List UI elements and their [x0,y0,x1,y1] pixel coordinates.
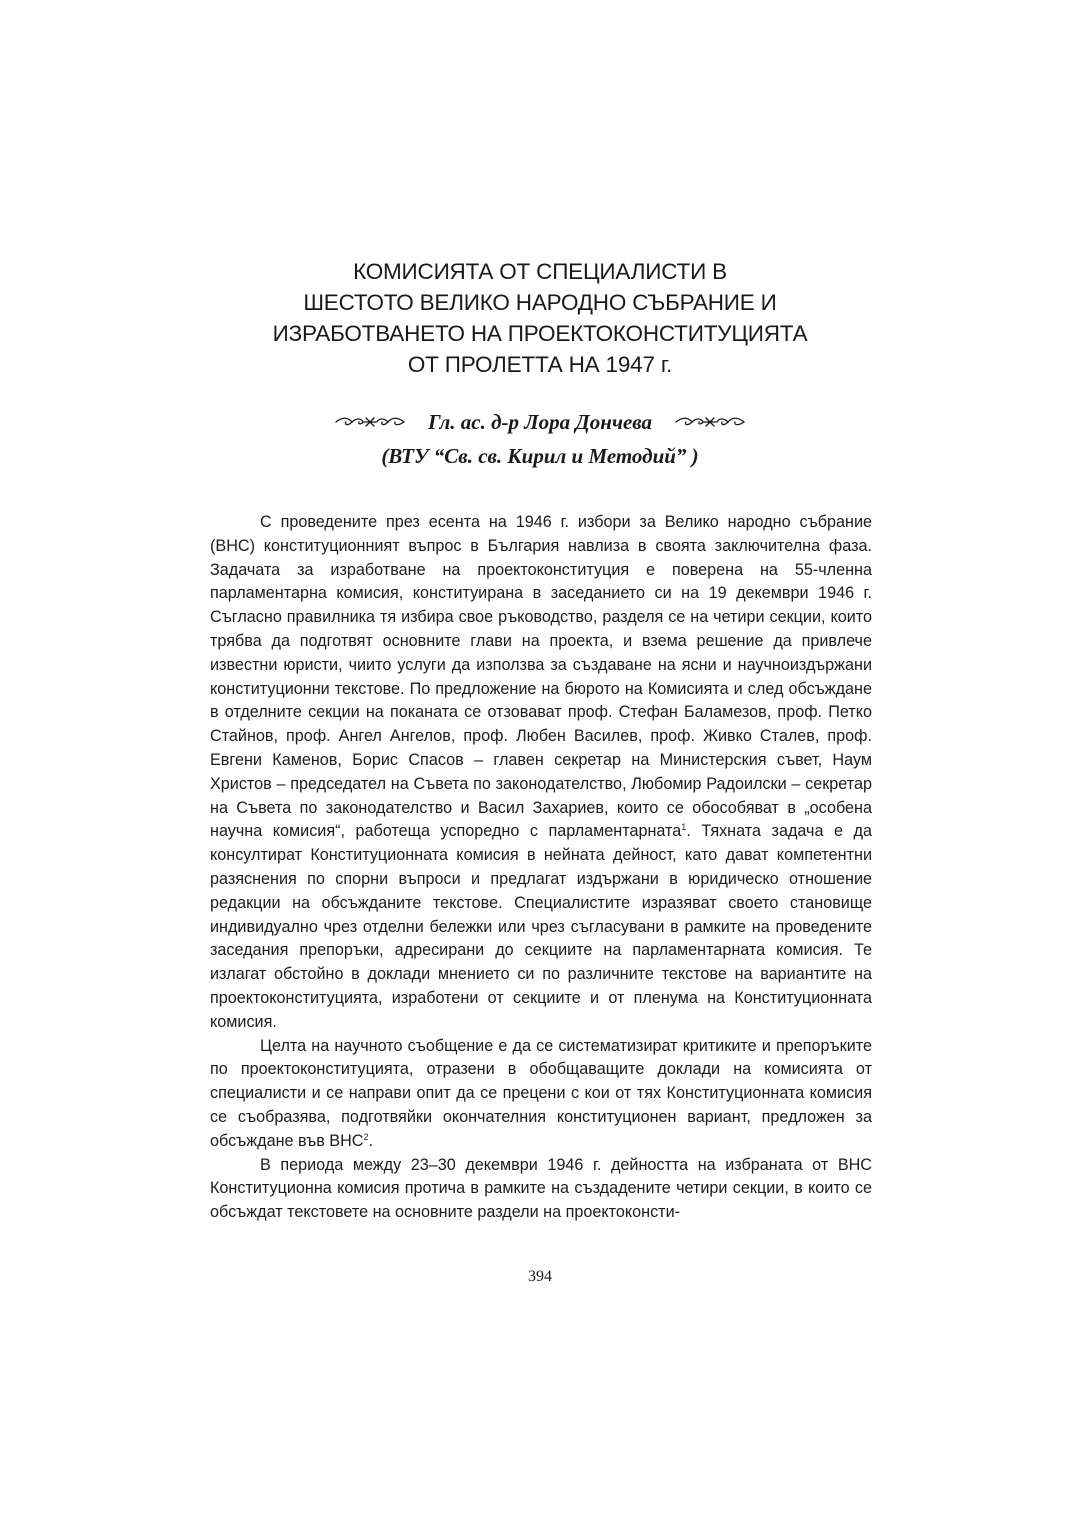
paragraph-text: Целта на научното съобщение е да се систематизират критиките и препоръките по проектоконституцията, отразени в обобщаващите доклади на комисията от специалисти и се направи опит да се прецени с кои от тях Конституционната комисия се съобразява, подготвяйки окончателния конституционен вариант, предложен за обсъждане във ВНС [210,1036,872,1150]
author-affiliation: (ВТУ “Св. св. Кирил и Методий” ) [381,444,699,468]
paragraph-3: В периода между 23–30 декември 1946 г. дейността на избраната от ВНС Конституционна комисия протича в рамките на създадените четири секции, в които се обсъждат текстовете на основните раздели на проектоконсти- [210,1155,872,1222]
paragraph-text: С проведените през есента на 1946 г. избори за Велико народно събрание (ВНС) конституционният въпрос в България навлиза в своята заключителна фаза. Задачата за изработване на проектоконституция е поверена на 55-членна парламентарна комисия, конституирана в заседанието си на 19 декември 1946 г. Съгласно правилника тя избира свое ръководство, разделя се на четири секции, които трябва да подготвят основните глави на проекта, и взема решение да привлече известни юристи, чиито услуги да използва за създаване на ясни и научноиздържани конституционни текстове. По предложение на бюрото на Комисията и след обсъждане в отделните секции на поканата се отзовават проф. Стефан Баламезов, проф. Петко Стайнов, проф. Ангел Ангелов, проф. Любен Василев, проф. Живко Сталев, проф. Евгени Каменов, Борис Спасов – главен секретар на Министерския съвет, Наум Христов – председател на Съвета по законодателство, Любомир Радоилски – секретар на Съвета по законодателство и Васил Захариев, които се обособяват в „особена научна комисия“, работеща успоредно с парламентарната [210,513,872,841]
article-body [210,511,872,1225]
paragraph-1 [210,511,872,1035]
author-name: Гл. ас. д-р Лора Дончева [427,410,653,434]
page-number: 394 [528,1268,552,1285]
title-line-4: ОТ ПРОЛЕТТА НА 1947 г. [407,352,673,377]
title-line-1: КОМИСИЯТА ОТ СПЕЦИАЛИСТИ В [353,259,727,284]
paragraph-text: . Тяхната задача е да консултират Конституционната комисия в нейната дейност, като дават компетентни разяснения по спорни въпроси и предлагат издържани в юридическо отношение редакции на обсъжданите текстове. Специалистите изразяват своето становище индивидуално чрез отделни бележки или чрез съгласувани в рамките на проведените заседания препоръки, адресирани до секциите на парламентарната комисия. Те излагат обстойно в доклади мнението си по различните текстове на вариантите на проектоконституцията, изработени от секциите и от пленума на Конституционната комисия. [210,822,872,1031]
byline [140,405,940,473]
title-line-3: ИЗРАБОТВАНЕТО НА ПРОЕКТОКОНСТИТУЦИЯТА [272,321,808,346]
flourish-ornament-icon [334,413,406,431]
article-title [140,256,940,380]
flourish-ornament-icon [674,413,746,431]
title-line-2: ШЕСТОТО ВЕЛИКО НАРОДНО СЪБРАНИЕ И [303,290,777,315]
footnote-ref[interactable]: 1 [681,822,687,833]
paragraph-text: . [368,1131,373,1150]
author-line [140,405,940,439]
paragraph-2 [210,1035,872,1154]
footnote-ref[interactable]: 2 [363,1131,369,1142]
